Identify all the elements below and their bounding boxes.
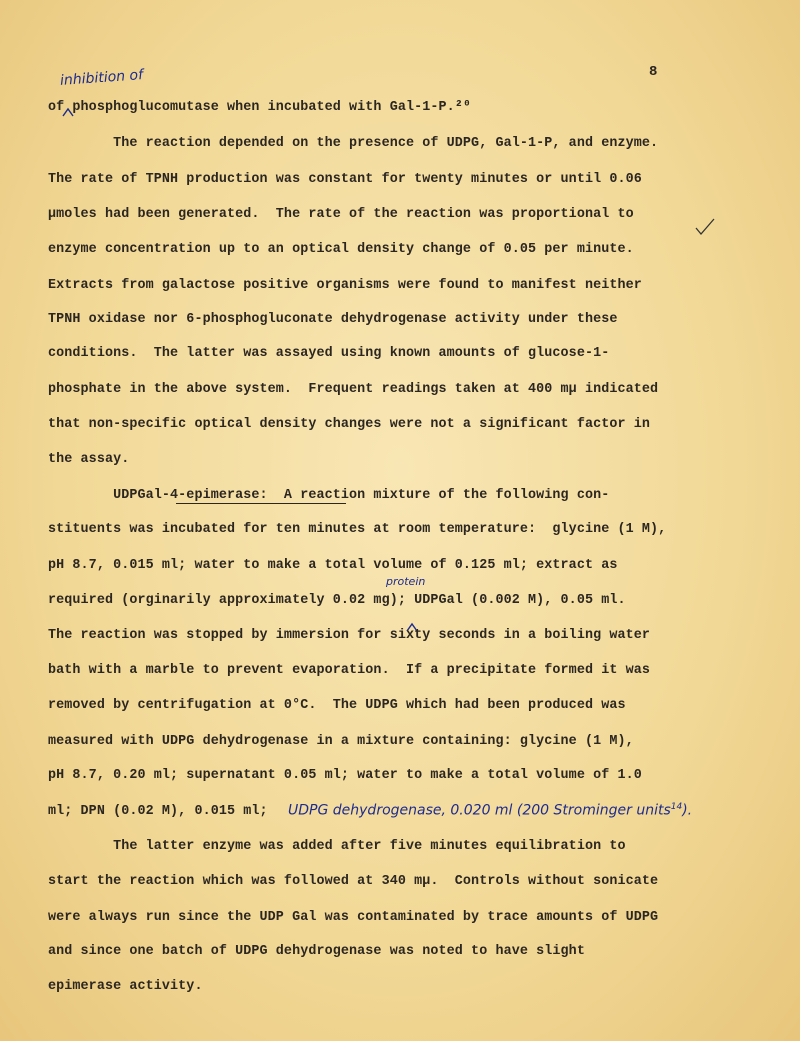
text-line-8: conditions. The latter was assayed using known amounts of glucose-1- — [48, 346, 610, 361]
text-line-21: ml; DPN (0.02 M), 0.015 ml; — [48, 804, 268, 819]
text-line-19: measured with UDPG dehydrogenase in a mixture containing: glycine (1 M), — [48, 734, 634, 749]
handwritten-inhibition-of: inhibition of — [59, 67, 144, 89]
text-line-25: and since one batch of UDPG dehydrogenase was noted to have slight — [48, 944, 585, 959]
text-line-7: TPNH oxidase nor 6-phosphogluconate dehydrogenase activity under these — [48, 312, 618, 327]
text-line-1: of phosphoglucomutase when incubated with Gal-1-P.²⁰ — [48, 100, 472, 115]
text-line-6: Extracts from galactose positive organisms were found to manifest neither — [48, 278, 642, 293]
check-mark-icon — [694, 216, 716, 238]
text-line-26: epimerase activity. — [48, 979, 203, 994]
text-line-20: pH 8.7, 0.20 ml; supernatant 0.05 ml; water to make a total volume of 1.0 — [48, 768, 642, 783]
note-superscript: 14 — [670, 802, 683, 812]
handwritten-protein: protein — [386, 575, 426, 588]
text-line-24: were always run since the UDP Gal was contaminated by trace amounts of UDPG — [48, 910, 659, 925]
text-line-11: the assay. — [48, 452, 130, 467]
text-line-5: enzyme concentration up to an optical density change of 0.05 per minute. — [48, 242, 634, 257]
note-text: UDPG dehydrogenase, 0.020 ml (200 Strominger units — [288, 802, 671, 819]
text-line-12: UDPGal-4-epimerase: A reaction mixture of the following con- — [48, 488, 610, 503]
text-line-10: that non-specific optical density changes were not a significant factor in — [48, 417, 651, 432]
text-line-3: The rate of TPNH production was constant for twenty minutes or until 0.06 — [48, 172, 642, 187]
page-number: 8 — [649, 64, 658, 80]
text-line-4: µmoles had been generated. The rate of the reaction was proportional to — [48, 207, 634, 222]
heading-underline — [176, 503, 346, 504]
text-line-14: pH 8.7, 0.015 ml; water to make a total volume of 0.125 ml; extract as — [48, 558, 618, 573]
text-line-23: start the reaction which was followed at 340 mµ. Controls without sonicate — [48, 874, 659, 889]
text-line-16: The reaction was stopped by immersion for sixty seconds in a boiling water — [48, 628, 651, 643]
text-line-13: stituents was incubated for ten minutes at room temperature: glycine (1 M), — [48, 522, 667, 537]
text-line-2: The reaction depended on the presence of UDPG, Gal-1-P, and enzyme. — [48, 136, 659, 151]
text-line-18: removed by centrifugation at 0°C. The UDPG which had been produced was — [48, 698, 626, 713]
handwritten-dehydrogenase-note — [288, 802, 692, 819]
text-line-15: required (orginarily approximately 0.02 mg); UDPGal (0.002 M), 0.05 ml. — [48, 593, 626, 608]
text-line-22: The latter enzyme was added after five minutes equilibration to — [48, 839, 626, 854]
note-close: ). — [682, 802, 693, 819]
text-line-17: bath with a marble to prevent evaporation. If a precipitate formed it was — [48, 663, 651, 678]
text-line-9: phosphate in the above system. Frequent readings taken at 400 mµ indicated — [48, 382, 659, 397]
